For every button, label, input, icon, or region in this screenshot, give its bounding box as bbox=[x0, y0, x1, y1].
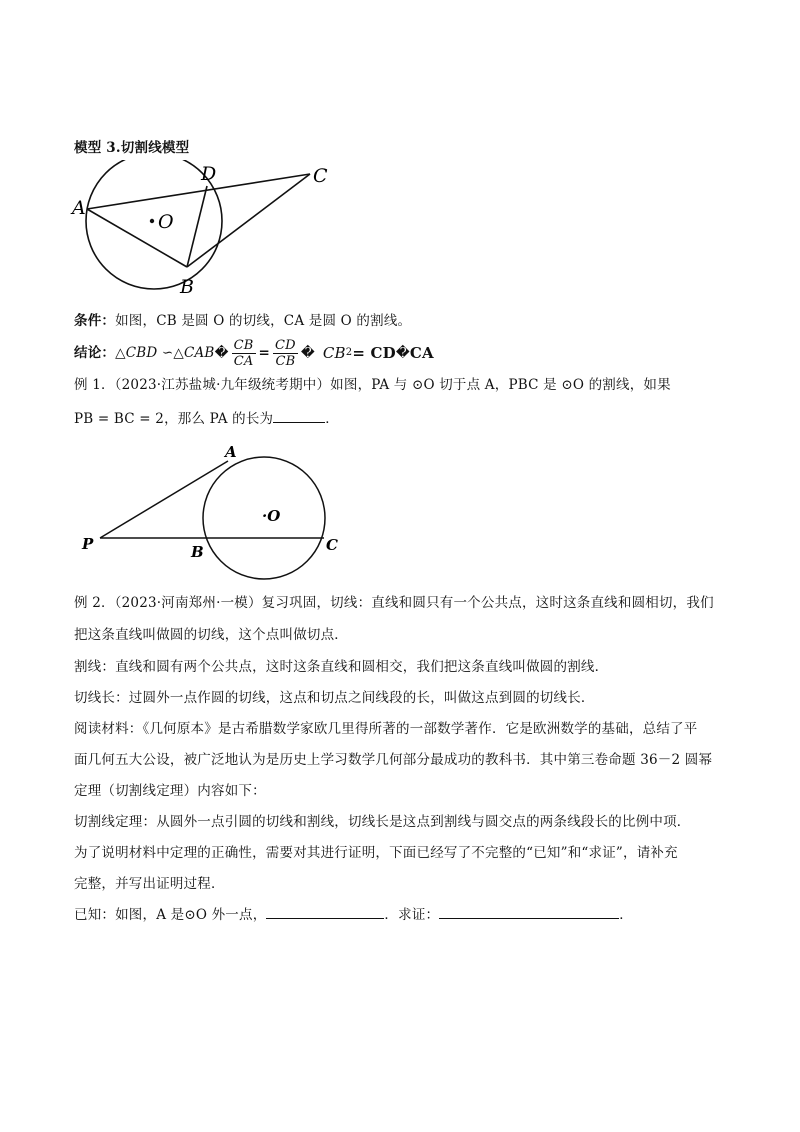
known-blank[interactable] bbox=[266, 918, 384, 919]
power-lhs: CB bbox=[322, 344, 346, 362]
condition-line bbox=[74, 311, 411, 331]
mark-1: � bbox=[214, 345, 229, 361]
example2-line-9: 为了说明材料中定理的正确性，需要对其进行证明，下面已经写了不完整的“已知”和“求证”，请补充 bbox=[74, 845, 678, 861]
model-label-o: O bbox=[158, 211, 174, 233]
ex1-label-b: B bbox=[191, 543, 204, 561]
example2-line-7: 定理（切割线定理）内容如下： bbox=[74, 783, 266, 799]
prove-blank[interactable] bbox=[439, 918, 619, 919]
model-center-dot bbox=[150, 219, 154, 223]
ex1-label-o: ·O bbox=[262, 507, 281, 525]
conclusion-similarity: △CBD ∽△CAB bbox=[115, 345, 215, 361]
model-figure bbox=[70, 160, 340, 300]
fraction-cd-cb bbox=[273, 338, 298, 369]
section-title: 模型 3.切割线模型 bbox=[74, 140, 190, 156]
example1-line1: 例 1．（2023·江苏盐城·九年级统考期中）如图，PA 与 ⊙O 切于点 A，PBC 是 ⊙O 的割线，如果 bbox=[74, 377, 671, 393]
ex1-label-c: C bbox=[326, 536, 338, 554]
conclusion-label: 结论： bbox=[74, 345, 116, 361]
power-rhs-1: = CD bbox=[352, 344, 396, 362]
ex1-label-p: P bbox=[82, 535, 94, 553]
ex1-label-a: A bbox=[225, 443, 237, 461]
example2-line-10: 完整，并写出证明过程． bbox=[74, 876, 225, 892]
prove-text: ．求证： bbox=[384, 907, 440, 923]
conclusion-line bbox=[74, 333, 434, 373]
example2-line-4: 切线长：过圆外一点作圆的切线，这点和切点之间线段的长，叫做这点到圆的切线长． bbox=[74, 690, 595, 706]
condition-text: 如图，CB 是圆 O 的切线，CA 是圆 O 的割线。 bbox=[115, 313, 412, 329]
model-label-a: A bbox=[72, 197, 86, 219]
ex1-tangent-pa bbox=[100, 461, 228, 538]
example2-line-3: 割线：直线和圆有两个公共点，这时这条直线和圆相交，我们把这条直线叫做圆的割线． bbox=[74, 659, 609, 675]
power-sup: 2 bbox=[345, 347, 353, 358]
known-end: ． bbox=[619, 907, 633, 923]
example1-line2-text: PB = BC = 2，那么 PA 的长为 bbox=[74, 411, 274, 427]
mark-3: � bbox=[395, 345, 410, 361]
example1-figure bbox=[70, 440, 360, 580]
example1-line2-end: ． bbox=[325, 411, 339, 427]
example2-line-1: 例 2．（2023·河南郑州·一模）复习巩固，切线：直线和圆只有一个公共点，这时这条直线和圆相切，我们 bbox=[74, 595, 714, 611]
answer-blank[interactable] bbox=[273, 422, 325, 423]
condition-label: 条件： bbox=[74, 313, 116, 329]
frac2-den: CB bbox=[275, 353, 296, 369]
known-line bbox=[74, 905, 633, 925]
fraction-cb-ca bbox=[232, 338, 256, 369]
model-label-d: D bbox=[201, 163, 217, 185]
mark-2: � bbox=[300, 345, 315, 361]
known-text: 已知：如图，A 是⊙O 外一点， bbox=[74, 907, 267, 923]
power-rhs-2: CA bbox=[409, 344, 434, 362]
model-tangent-cb bbox=[187, 174, 310, 267]
model-label-c: C bbox=[313, 165, 328, 187]
frac1-den: CA bbox=[233, 353, 254, 369]
equals-sign: = bbox=[258, 345, 271, 361]
frac1-num: CB bbox=[233, 337, 254, 353]
model-secant-ca bbox=[87, 174, 310, 209]
model-label-b: B bbox=[180, 276, 194, 298]
example2-line-5: 阅读材料：《几何原本》是古希腊数学家欧几里得所著的一部数学著作．它是欧洲数学的基础，总结了平 bbox=[74, 721, 698, 737]
frac2-num: CD bbox=[275, 337, 296, 353]
example2-line-8: 切割线定理：从圆外一点引圆的切线和割线，切线长是这点到割线与圆交点的两条线段长的比例中项． bbox=[74, 814, 691, 830]
example1-line2 bbox=[74, 409, 339, 429]
example2-line-6: 面几何五大公设，被广泛地认为是历史上学习数学几何部分最成功的教科书．其中第三卷命题 36－2 圆幂 bbox=[74, 752, 713, 768]
example2-line-2: 把这条直线叫做圆的切线，这个点叫做切点． bbox=[74, 627, 348, 643]
